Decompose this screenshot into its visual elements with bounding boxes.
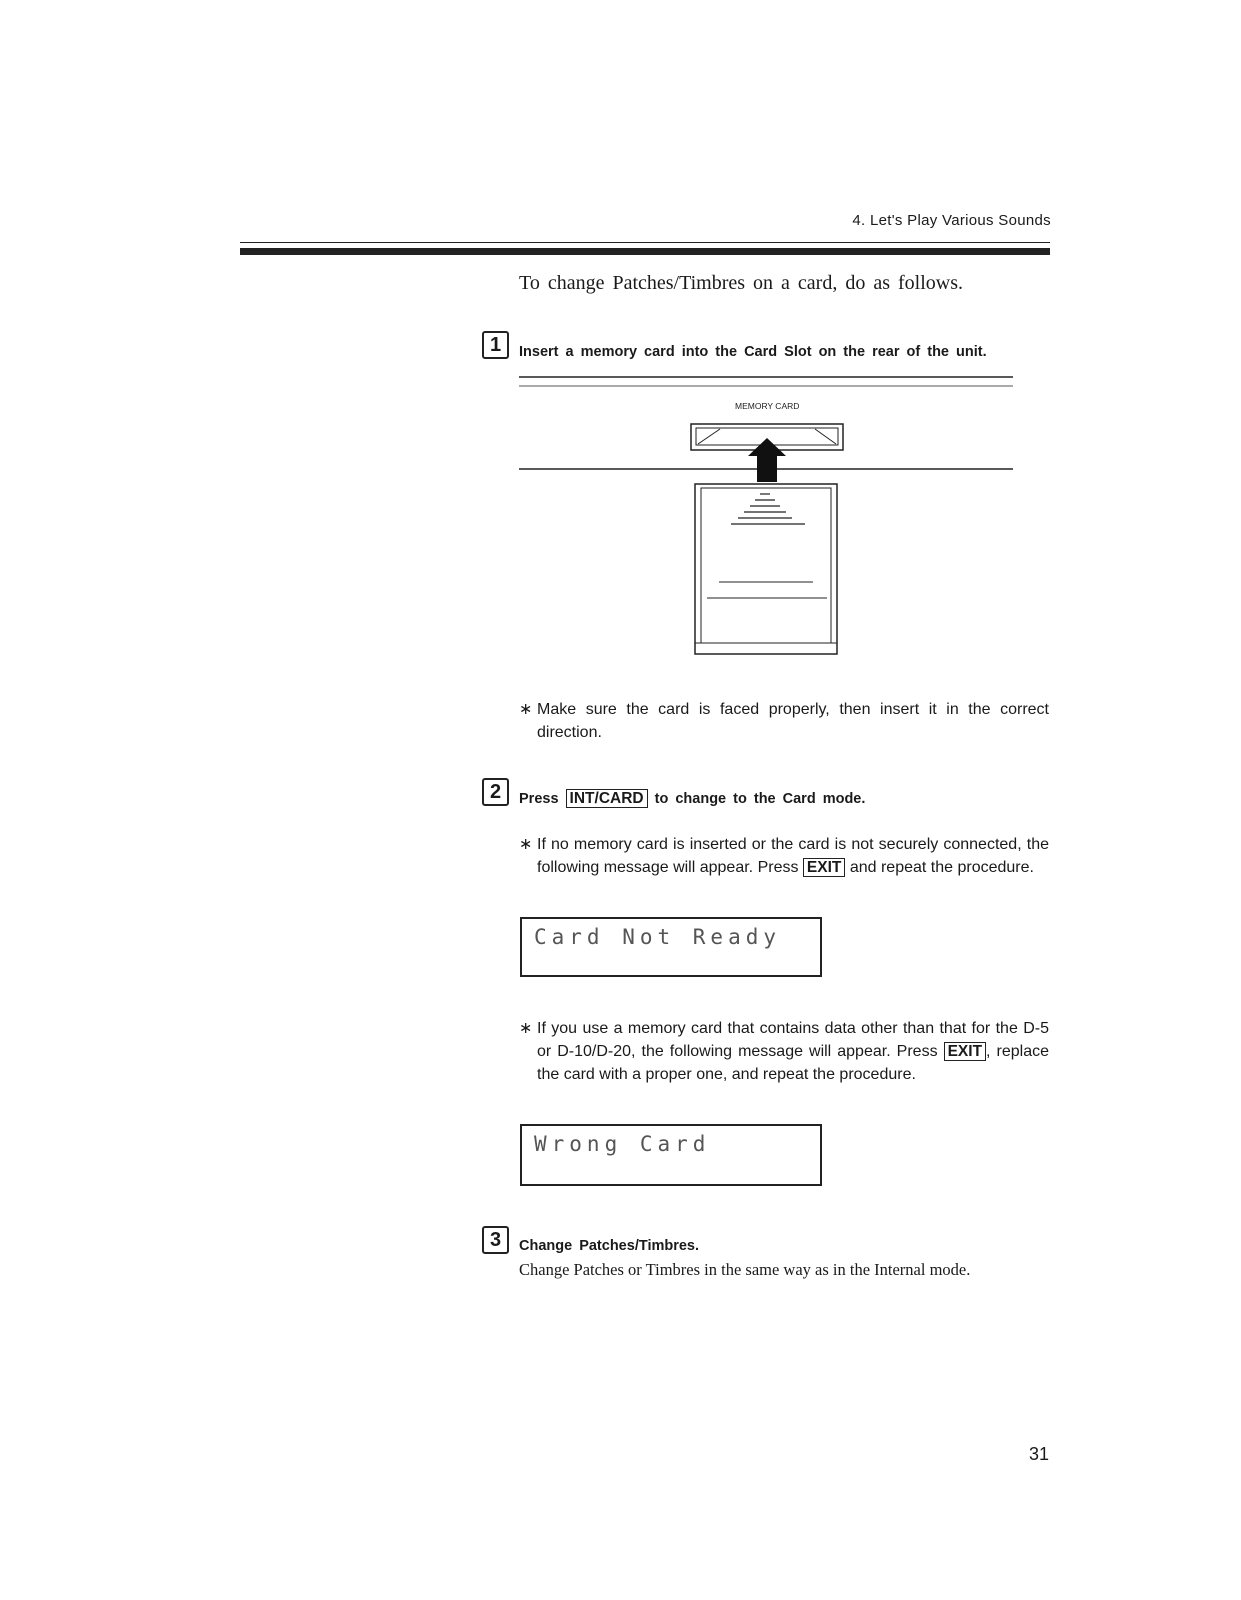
section-title: 4. Let's Play Various Sounds — [852, 212, 1051, 229]
asterisk-icon: ∗ — [519, 836, 533, 853]
int-card-key: INT/CARD — [566, 789, 648, 808]
intro-text: To change Patches/Timbres on a card, do as follows. — [519, 272, 963, 294]
step-2-heading: Press INT/CARD to change to the Card mode. — [519, 790, 866, 807]
asterisk-icon: ∗ — [519, 1020, 533, 1037]
page-number: 31 — [1028, 1444, 1049, 1464]
step-3-body: Change Patches or Timbres in the same way as in the Internal mode. — [519, 1260, 971, 1279]
step-1-heading: Insert a memory card into the Card Slot on the rear of the unit. — [519, 344, 987, 360]
lcd-display-card-not-ready — [520, 917, 822, 977]
lcd-message: Card Not Ready — [534, 925, 782, 949]
exit-key: EXIT — [944, 1042, 986, 1061]
step-3-number: 3 — [482, 1226, 509, 1254]
exit-key: EXIT — [803, 858, 845, 877]
note-card-not-ready: ∗ If no memory card is inserted or the card is not securely connected, the following message will appear. Press EXIT and repeat the procedure. — [519, 833, 1049, 879]
diagram-label: MEMORY CARD — [735, 401, 800, 411]
step-1-number: 1 — [482, 331, 509, 359]
header-rule-thin — [240, 242, 1050, 243]
memory-card — [695, 484, 837, 654]
note-card-direction: ∗ Make sure the card is faced properly, then insert it in the correct direction. — [519, 698, 1049, 744]
step-3-heading: Change Patches/Timbres. — [519, 1238, 700, 1254]
step-2-number: 2 — [482, 778, 509, 806]
asterisk-icon: ∗ — [519, 701, 533, 718]
note-wrong-card: ∗ If you use a memory card that contains data other than that for the D-5 or D-10/D-20, the following message will appear. Press EXIT , replace the card with a proper one, and repeat the procedure. — [519, 1017, 1049, 1086]
lcd-message: Wrong Card — [534, 1132, 711, 1156]
lcd-display-wrong-card — [520, 1124, 822, 1186]
header-rule-thick — [240, 248, 1050, 255]
memory-card-diagram — [515, 372, 1020, 662]
